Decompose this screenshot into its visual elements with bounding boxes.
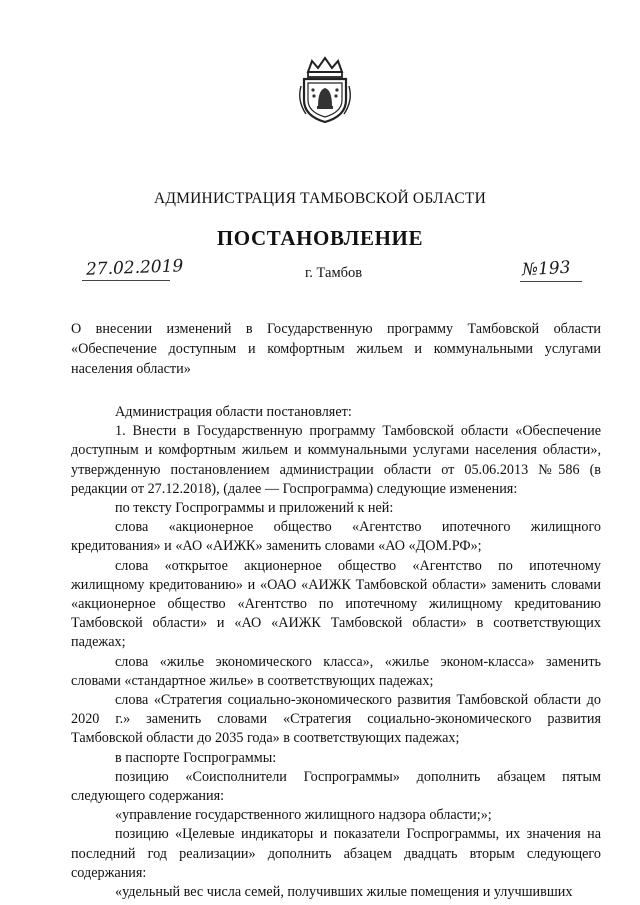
paragraph: «управление государственного жилищного надзора области;»; — [115, 807, 492, 824]
organization-name: АДМИНИСТРАЦИЯ ТАМБОВСКОЙ ОБЛАСТИ — [154, 190, 486, 207]
paragraph: слова «Стратегия социально-экономического развития Тамбовской области до 2020 г.» заменить словами «Стратегия социально-экономического развития Тамбовской области до 2035 года» в соответствующих падежах; — [71, 692, 601, 747]
paragraph: «удельный вес числа семей, получивших жилые помещения и улучшивших — [115, 884, 573, 901]
document-type-title: ПОСТАНОВЛЕНИЕ — [216, 226, 424, 250]
paragraph: позицию «Соисполнители Госпрограммы» дополнить абзацем пятым следующего содержания: — [71, 768, 601, 805]
paragraph: слова «открытое акционерное общество «Агентство по ипотечному жилищному кредитованию» и «ОАО «АИЖК Тамбовской области» заменить словами «акционерное общество «Агентство по ипотечному жилищному кредитованию Тамбовской области» и «АО «АИЖК Тамбовской области» в соответствующих падежах; — [71, 557, 601, 651]
document-number: №193 — [521, 257, 572, 281]
coat-of-arms-icon — [296, 56, 354, 124]
paragraph: позицию «Целевые индикаторы и показатели Госпрограммы, их значения на последний год реализации» дополнить абзацем двадцать вторым следующего содержания: — [71, 826, 601, 881]
paragraph: 1. Внести в Государственную программу Тамбовской области «Обеспечение доступным и комфортным жильем и коммунальными услугами населения области», утвержденную постановлением администрации области от 05.06.2013 №586 (в редакции от 27.12.2018), (далее — Госпрограмма) следующие изменения: — [71, 423, 601, 497]
number-underline — [520, 281, 582, 282]
document-body — [71, 403, 601, 902]
document-city: г. Тамбов — [305, 265, 363, 281]
document-date: 27.02.2019 — [85, 256, 184, 280]
date-underline — [82, 280, 170, 281]
paragraph: по тексту Госпрограммы и приложений к ней: — [115, 500, 394, 517]
paragraph: Администрация области постановляет: — [115, 404, 352, 420]
paragraph: в паспорте Госпрограммы: — [115, 749, 277, 766]
document-subject: О внесении изменений в Государственную программу Тамбовской области «Обеспечение доступным и комфортным жильем и коммунальными услугами населения области» — [71, 321, 601, 377]
paragraph: слова «акционерное общество «Агентство ипотечного жилищного кредитования» и «АО «АИЖК» заменить словами «АО «ДОМ.РФ»; — [71, 519, 601, 555]
paragraph: слова «жилье экономического класса», «жилье эконом-класса» заменить словами «стандартное жилье» в соответствующих падежах; — [71, 653, 601, 689]
